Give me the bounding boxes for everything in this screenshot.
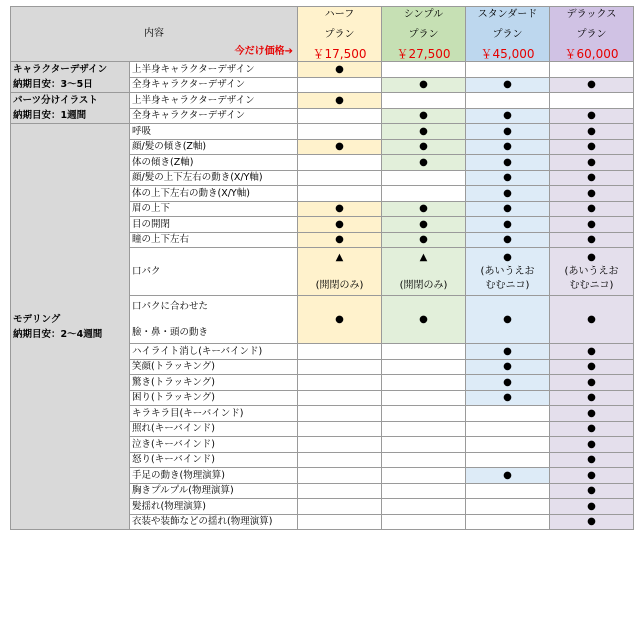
mark-cell-std: ● [466, 468, 550, 484]
feature-cell: 体の上下左右の動き(X/Y軸) [130, 186, 298, 202]
mark-cell-simple: ● [382, 155, 466, 171]
mark-cell-half [298, 108, 382, 124]
category-cell [11, 124, 130, 530]
plan-price: ￥45,000 [480, 47, 535, 61]
mark-cell-half [298, 452, 382, 468]
mark-cell-dx: ● [550, 186, 634, 202]
mark-cell-std: ● [466, 390, 550, 406]
plan-name: シンプル [403, 9, 444, 20]
feature-cell: 眉の上下 [130, 201, 298, 217]
mark-cell-std: ● [466, 296, 550, 344]
mark-cell-half [298, 421, 382, 437]
feature-cell: 胸きプルプル(物理演算) [130, 483, 298, 499]
mark-cell-simple [382, 375, 466, 391]
mark-cell-std: ● [466, 201, 550, 217]
mark-cell-std: ● [466, 186, 550, 202]
feature-cell: 全身キャラクターデザイン [130, 77, 298, 93]
mark-cell-dx: ● [550, 437, 634, 453]
feature-cell: 笑顔(トラッキング) [130, 359, 298, 375]
mark-cell-half [298, 514, 382, 530]
price-label: 今だけ価格➔ [234, 46, 293, 57]
mark-cell-std: ● [466, 359, 550, 375]
mark-cell-simple [382, 483, 466, 499]
category-deadline: 納期目安：3〜5日 [13, 79, 93, 90]
mark-cell-half: ● [298, 296, 382, 344]
feature-cell: 上半身キャラクターデザイン [130, 62, 298, 78]
plan-price: ￥27,500 [396, 47, 451, 61]
plan-word: プラン [576, 29, 607, 40]
mark-cell-half [298, 344, 382, 360]
mark-cell-dx: ● [550, 296, 634, 344]
mark-cell-std: ● [466, 108, 550, 124]
mark-cell-simple: ● [382, 77, 466, 93]
mark-cell-half [298, 437, 382, 453]
mark-cell-half [298, 170, 382, 186]
mark-cell-simple: ▲ (開閉のみ) [382, 248, 466, 296]
mark-cell-dx: ● [550, 201, 634, 217]
plan-word: プラン [408, 29, 439, 40]
mark-cell-simple [382, 499, 466, 515]
category-deadline: 納期目安：2〜4週間 [13, 328, 103, 340]
mark-cell-dx: ● [550, 375, 634, 391]
header-content-cell [11, 7, 298, 62]
feature-cell: 呼吸 [130, 124, 298, 140]
mark-cell-simple: ● [382, 139, 466, 155]
mark-cell-half [298, 359, 382, 375]
mark-cell-simple [382, 514, 466, 530]
feature-cell: 口パクに合わせた 臉・鼻・頭の動き [130, 296, 298, 344]
feature-cell: 照れ(キーバインド) [130, 421, 298, 437]
mark-cell-std: ● [466, 124, 550, 140]
mark-cell-half [298, 406, 382, 422]
mark-cell-std: ● [466, 232, 550, 248]
plan-name: ハーフ [324, 9, 355, 20]
mark-cell-dx: ● [550, 514, 634, 530]
plan-price: ￥60,000 [564, 47, 619, 61]
feature-cell: 驚き(トラッキング) [130, 375, 298, 391]
mark-cell-std [466, 452, 550, 468]
mark-cell-dx: ● [550, 170, 634, 186]
mark-cell-std [466, 93, 550, 109]
mark-cell-std: ● (あいうえお むむニコ) [466, 248, 550, 296]
mark-cell-dx [550, 93, 634, 109]
mark-cell-dx: ● [550, 359, 634, 375]
feature-cell: 口パク [130, 248, 298, 296]
mark-cell-std [466, 437, 550, 453]
feature-cell: ハイライト消し(キーバインド) [130, 344, 298, 360]
mark-cell-std [466, 406, 550, 422]
category-title: キャラクターデザイン [13, 64, 108, 75]
mark-cell-simple [382, 421, 466, 437]
mark-cell-half [298, 375, 382, 391]
plan-header-standard [466, 7, 550, 62]
feature-cell: 衣装や装飾などの揺れ(物理演算) [130, 514, 298, 530]
mark-cell-dx: ● [550, 232, 634, 248]
mark-cell-half [298, 186, 382, 202]
mark-cell-dx: ● [550, 499, 634, 515]
mark-cell-std: ● [466, 77, 550, 93]
mark-cell-dx: ● [550, 155, 634, 171]
category-deadline: 納期目安：1週間 [13, 110, 87, 121]
mark-cell-dx [550, 62, 634, 78]
category-title: モデリング [13, 313, 61, 325]
feature-cell: 全身キャラクターデザイン [130, 108, 298, 124]
mark-cell-half: ● [298, 201, 382, 217]
mark-cell-dx: ● [550, 344, 634, 360]
content-label: 内容 [144, 28, 164, 39]
mark-cell-simple [382, 170, 466, 186]
mark-cell-dx: ● [550, 124, 634, 140]
table-row [11, 62, 634, 78]
mark-cell-std [466, 514, 550, 530]
category-cell [11, 62, 130, 93]
mark-cell-dx: ● [550, 468, 634, 484]
mark-cell-half: ● [298, 139, 382, 155]
mark-cell-std [466, 499, 550, 515]
table-row [11, 124, 634, 140]
plan-header-deluxe [550, 7, 634, 62]
mark-cell-simple: ● [382, 217, 466, 233]
mark-cell-std [466, 483, 550, 499]
feature-cell: 困り(トラッキング) [130, 390, 298, 406]
mark-cell-std: ● [466, 139, 550, 155]
mark-cell-simple: ● [382, 124, 466, 140]
feature-cell: 上半身キャラクターデザイン [130, 93, 298, 109]
mark-cell-dx: ● [550, 483, 634, 499]
feature-cell: 体の傾き(Z軸) [130, 155, 298, 171]
mark-cell-half: ▲ (開閉のみ) [298, 248, 382, 296]
mark-cell-std [466, 421, 550, 437]
mark-cell-dx: ● [550, 452, 634, 468]
mark-cell-simple [382, 62, 466, 78]
mark-cell-simple [382, 359, 466, 375]
mark-cell-std: ● [466, 155, 550, 171]
feature-cell: 顔/髪の上下左右の動き(X/Y軸) [130, 170, 298, 186]
mark-cell-dx: ● [550, 77, 634, 93]
mark-cell-simple: ● [382, 108, 466, 124]
mark-cell-half [298, 499, 382, 515]
mark-cell-simple [382, 186, 466, 202]
mark-cell-dx: ● [550, 217, 634, 233]
table-row [11, 93, 634, 109]
mark-cell-dx: ● [550, 390, 634, 406]
category-cell [11, 93, 130, 124]
plan-name: スタンダード [477, 9, 538, 20]
mark-cell-simple: ● [382, 232, 466, 248]
feature-cell: 目の開閉 [130, 217, 298, 233]
mark-cell-dx: ● [550, 421, 634, 437]
mark-cell-simple [382, 406, 466, 422]
mark-cell-std: ● [466, 170, 550, 186]
feature-cell: 顔/髪の傾き(Z軸) [130, 139, 298, 155]
mark-cell-half: ● [298, 93, 382, 109]
mark-cell-half [298, 468, 382, 484]
mark-cell-half: ● [298, 232, 382, 248]
mark-cell-dx: ● [550, 108, 634, 124]
mark-cell-std: ● [466, 344, 550, 360]
feature-cell: 髪揺れ(物理演算) [130, 499, 298, 515]
mark-cell-simple [382, 344, 466, 360]
mark-cell-dx: ● [550, 139, 634, 155]
mark-cell-half [298, 124, 382, 140]
mark-cell-simple [382, 390, 466, 406]
mark-cell-simple [382, 452, 466, 468]
mark-cell-std: ● [466, 375, 550, 391]
feature-cell: 泣き(キーバインド) [130, 437, 298, 453]
plan-price: ￥17,500 [312, 47, 367, 61]
category-title: パーツ分けイラスト [13, 95, 98, 106]
plan-word: プラン [324, 29, 355, 40]
feature-cell: 瞳の上下左右 [130, 232, 298, 248]
plan-header-half [298, 7, 382, 62]
mark-cell-half [298, 155, 382, 171]
mark-cell-simple: ● [382, 201, 466, 217]
mark-cell-dx: ● [550, 406, 634, 422]
feature-cell: 手足の動き(物理演算) [130, 468, 298, 484]
mark-cell-half: ● [298, 217, 382, 233]
mark-cell-simple [382, 437, 466, 453]
mark-cell-half [298, 483, 382, 499]
mark-cell-dx: ● (あいうえお むむニコ) [550, 248, 634, 296]
mark-cell-std: ● [466, 217, 550, 233]
mark-cell-half: ● [298, 62, 382, 78]
plan-header-simple [382, 7, 466, 62]
plan-name: デラックス [566, 9, 617, 20]
feature-cell: 怒り(キーバインド) [130, 452, 298, 468]
mark-cell-std [466, 62, 550, 78]
mark-cell-simple [382, 93, 466, 109]
plan-word: プラン [492, 29, 523, 40]
mark-cell-simple [382, 468, 466, 484]
plan-comparison-table [10, 6, 634, 530]
feature-cell: キラキラ目(キーバインド) [130, 406, 298, 422]
mark-cell-simple: ● [382, 296, 466, 344]
mark-cell-half [298, 77, 382, 93]
mark-cell-half [298, 390, 382, 406]
